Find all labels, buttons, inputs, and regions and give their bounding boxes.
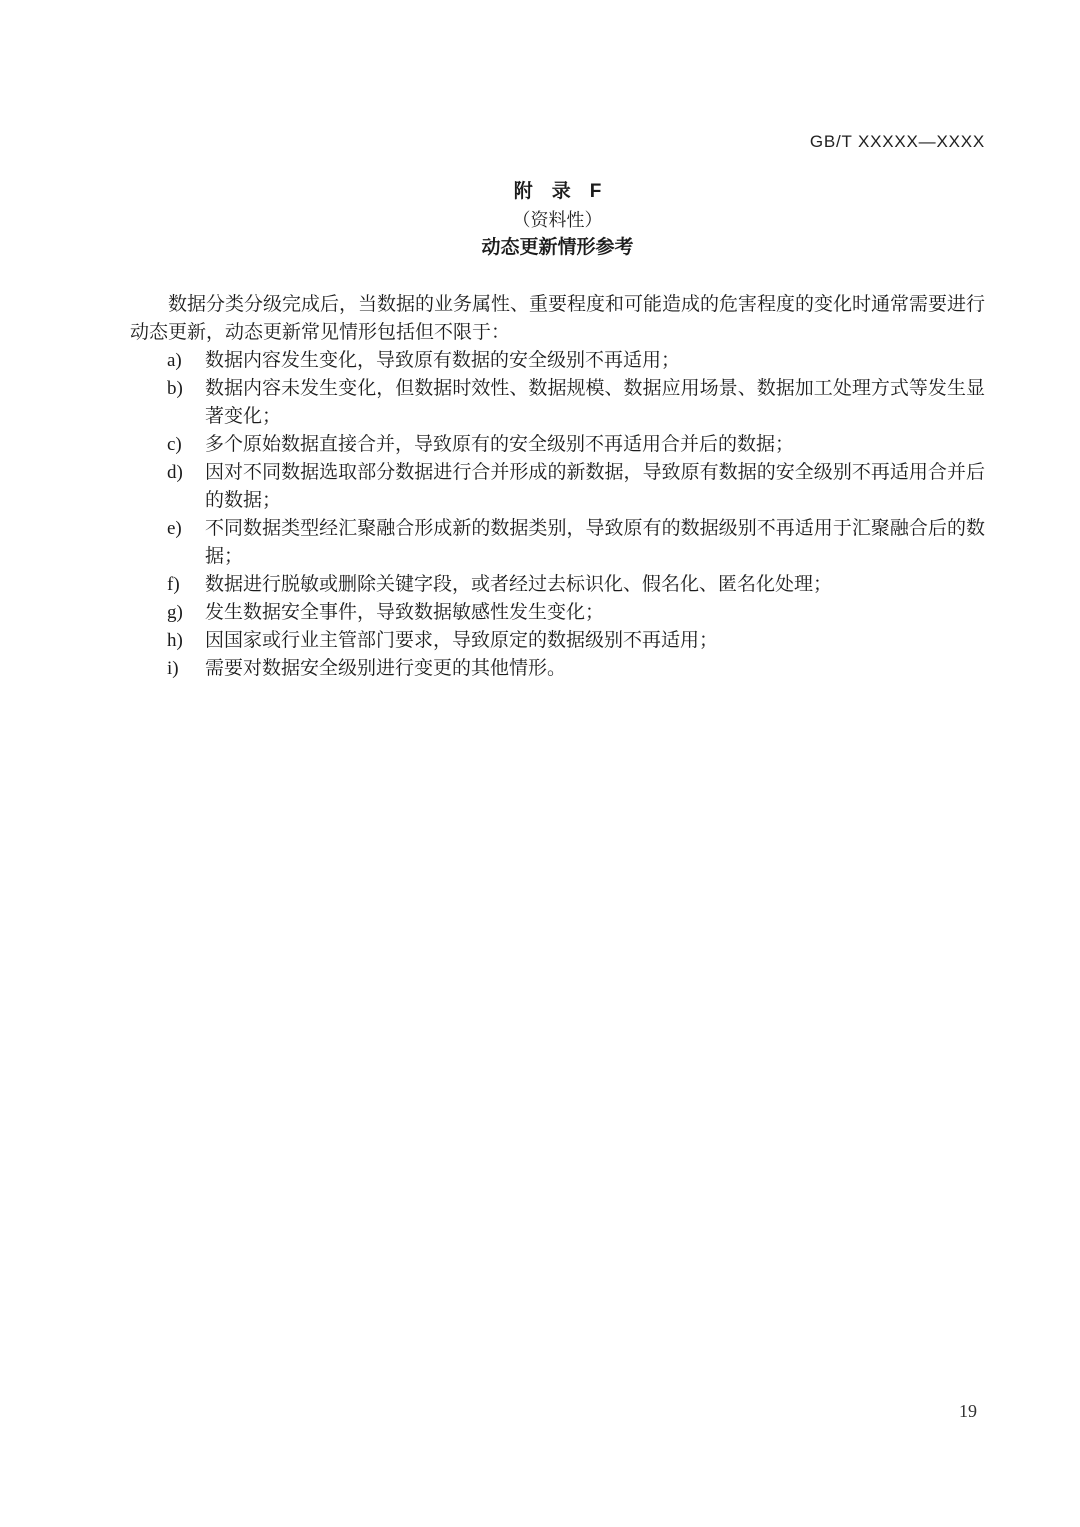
appendix-classification: （资料性） xyxy=(512,210,603,230)
list-item-label: f) xyxy=(167,574,180,595)
list-item xyxy=(167,571,985,599)
list-item xyxy=(167,515,985,571)
intro-paragraph: 数据分类分级完成后，当数据的业务属性、重要程度和可能造成的危害程度的变化时通常需要进行动态更新，动态更新常见情形包括但不限于： xyxy=(130,294,986,343)
list-item-text: 需要对数据安全级别进行变更的其他情形。 xyxy=(205,658,567,679)
update-scenarios-list xyxy=(167,347,985,683)
appendix-title: 动态更新情形参考 xyxy=(481,237,634,258)
list-item xyxy=(167,431,985,459)
list-item-text: 因国家或行业主管部门要求，导致原定的数据级别不再适用； xyxy=(205,630,719,651)
list-item-text: 数据进行脱敏或删除关键字段，或者经过去标识化、假名化、匿名化处理； xyxy=(205,574,833,595)
list-item-label: d) xyxy=(167,462,183,483)
list-item xyxy=(167,627,985,655)
appendix-heading: 附 录 F xyxy=(513,181,602,202)
list-item-text: 发生数据安全事件，导致数据敏感性发生变化； xyxy=(205,602,605,623)
list-item-label: e) xyxy=(167,518,182,539)
list-item xyxy=(167,599,985,627)
list-item xyxy=(167,375,985,431)
appendix-title-block xyxy=(130,178,985,262)
list-item-text: 数据内容未发生变化，但数据时效性、数据规模、数据应用场景、数据加工处理方式等发生显著变化； xyxy=(205,378,985,427)
list-item-label: b) xyxy=(167,378,183,399)
list-item xyxy=(167,655,985,683)
list-item-text: 因对不同数据选取部分数据进行合并形成的新数据，导致原有数据的安全级别不再适用合并后的数据； xyxy=(205,462,985,511)
page-number: 19 xyxy=(959,1401,977,1421)
list-item xyxy=(167,347,985,375)
list-item-label: a) xyxy=(167,350,182,371)
list-item-text: 不同数据类型经汇聚融合形成新的数据类别，导致原有的数据级别不再适用于汇聚融合后的数据； xyxy=(205,518,985,567)
list-item-label: i) xyxy=(167,658,179,679)
list-item-text: 数据内容发生变化，导致原有数据的安全级别不再适用； xyxy=(205,350,681,371)
list-item xyxy=(167,459,985,515)
list-item-text: 多个原始数据直接合并，导致原有的安全级别不再适用合并后的数据； xyxy=(205,434,795,455)
body-block xyxy=(130,291,985,683)
list-item-label: c) xyxy=(167,434,182,455)
standard-number: GB/T XXXXX—XXXX xyxy=(809,132,985,151)
list-item-label: h) xyxy=(167,630,183,651)
list-item-label: g) xyxy=(167,602,183,623)
